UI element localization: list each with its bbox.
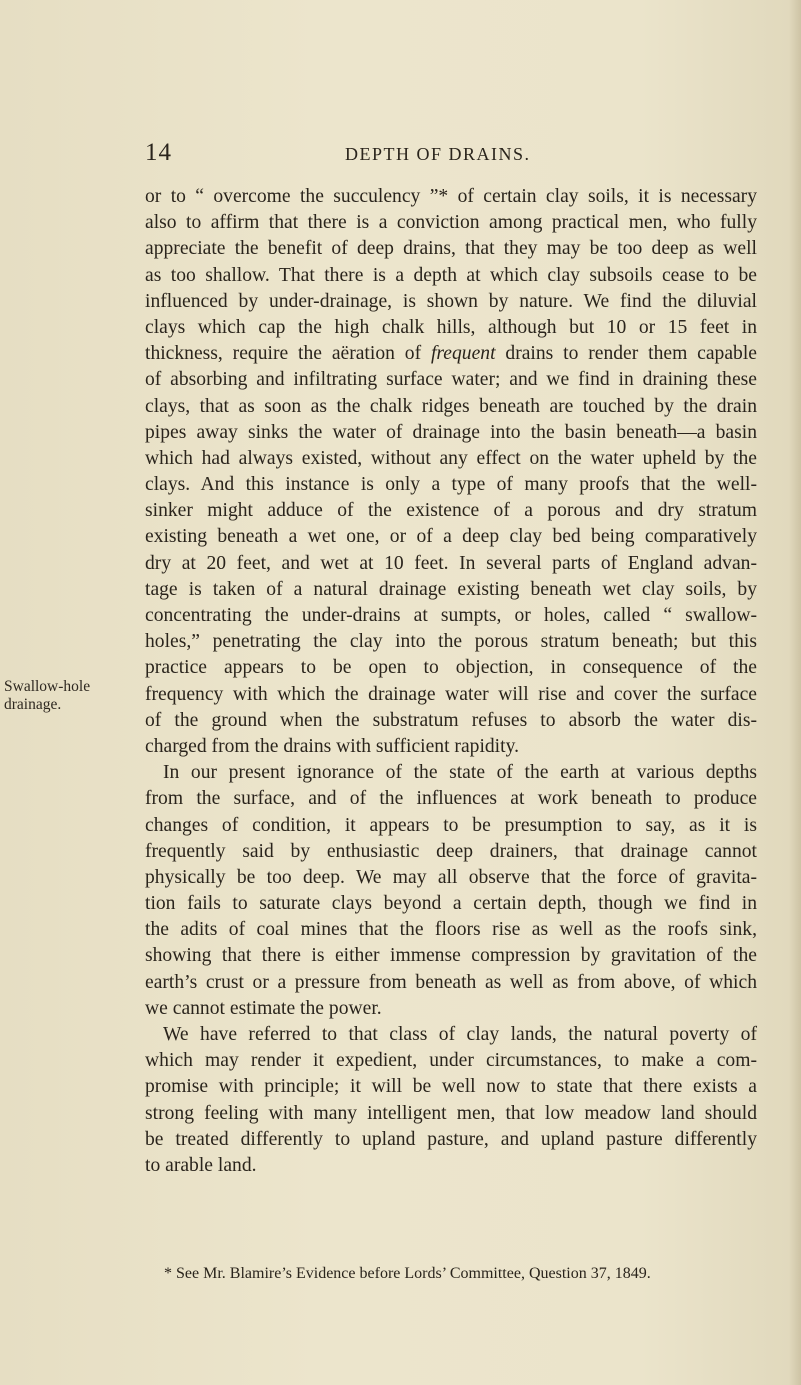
text-line: also to affirm that there is a conviction among practical men, who fully: [145, 212, 757, 234]
text-line: promise with principle; it will be well now to state that there exists a: [145, 1076, 757, 1098]
text-line: which had always existed, without any effect on the water upheld by the: [145, 447, 757, 469]
text-line: from the surface, and of the influences at work beneath to produce: [145, 788, 757, 810]
text-line: sinker might adduce of the existence of a porous and dry stratum: [145, 500, 757, 522]
text-line: holes,” penetrating the clay into the porous stratum beneath; but this: [145, 631, 757, 653]
text-line: practice appears to be open to objection, in consequence of the: [145, 657, 757, 679]
page-number: 14: [145, 139, 172, 166]
text-line: clays which cap the high chalk hills, although but 10 or 15 feet in: [145, 316, 757, 338]
italic-word: frequent: [430, 343, 496, 365]
text-segment: drains to render them capable: [495, 343, 757, 365]
margin-note-line: drainage.: [4, 696, 62, 713]
text-line: the adits of coal mines that the floors rise as well as the roofs sink,: [145, 919, 757, 941]
text-line: appreciate the benefit of deep drains, that they may be too deep as well: [145, 238, 757, 260]
text-line: clays, that as soon as the chalk ridges beneath are touched by the drain: [145, 395, 757, 417]
footnote: * See Mr. Blamire’s Evidence before Lords’ Committee, Question 37, 1849.: [164, 1265, 651, 1282]
text-line: or to “ overcome the succulency ”* of certain clay soils, it is necessary: [145, 186, 757, 207]
text-line: [145, 341, 757, 367]
text-line: physically be too deep. We may all observe that the force of gravita-: [145, 866, 757, 888]
text-line: tion fails to saturate clays beyond a certain depth, though we find in: [145, 893, 757, 915]
text-line: changes of condition, it appears to be presumption to say, as it is: [145, 814, 757, 836]
text-line: be treated differently to upland pasture, and upland pasture differently: [145, 1128, 757, 1150]
margin-note-line: Swallow-hole: [4, 678, 91, 695]
text-segment: thickness, require the aëration of: [145, 343, 431, 365]
text-line: tage is taken of a natural drainage existing beneath wet clay soils, by: [145, 578, 757, 600]
text-line: clays. And this instance is only a type of many proofs that the well-: [145, 474, 757, 496]
text-line: strong feeling with many intelligent men, that low meadow land should: [145, 1102, 757, 1124]
text-line: pipes away sinks the water of drainage into the basin beneath—a basin: [145, 421, 757, 443]
text-line: as too shallow. That there is a depth at which clay subsoils cease to be: [145, 264, 757, 286]
text-line: of the ground when the substratum refuses to absorb the water dis-: [145, 709, 757, 731]
text-line: concentrating the under-drains at sumpts, or holes, called “ swallow-: [145, 605, 757, 626]
running-head: [145, 138, 765, 168]
text-line: to arable land.: [145, 1154, 257, 1176]
text-line: which may render it expedient, under circumstances, to make a com-: [145, 1050, 757, 1072]
text-line: dry at 20 feet, and wet at 10 feet. In several parts of England advan-: [145, 552, 757, 574]
text-line: In our present ignorance of the state of the earth at various depths: [163, 762, 757, 784]
text-line: showing that there is either immense compression by gravitation of the: [145, 945, 757, 967]
text-line: frequently said by enthusiastic deep drainers, that drainage cannot: [145, 840, 757, 862]
margin-note: [4, 678, 136, 714]
text-line: existing beneath a wet one, or of a deep clay bed being comparatively: [145, 526, 757, 548]
text-line: frequency with which the drainage water will rise and cover the surface: [145, 683, 757, 705]
chapter-title: DEPTH OF DRAINS.: [345, 144, 531, 164]
text-line: of absorbing and infiltrating surface water; and we find in draining these: [145, 369, 757, 391]
page-edge-shadow: [789, 0, 801, 1385]
text-line: we cannot estimate the power.: [145, 997, 382, 1019]
text-line: earth’s crust or a pressure from beneath as well as from above, of which: [145, 971, 757, 993]
text-line: influenced by under-drainage, is shown by nature. We find the diluvial: [145, 290, 757, 312]
body-text: [145, 184, 757, 1179]
text-line: We have referred to that class of clay lands, the natural poverty of: [163, 1024, 757, 1045]
text-line: charged from the drains with sufficient rapidity.: [145, 735, 519, 757]
